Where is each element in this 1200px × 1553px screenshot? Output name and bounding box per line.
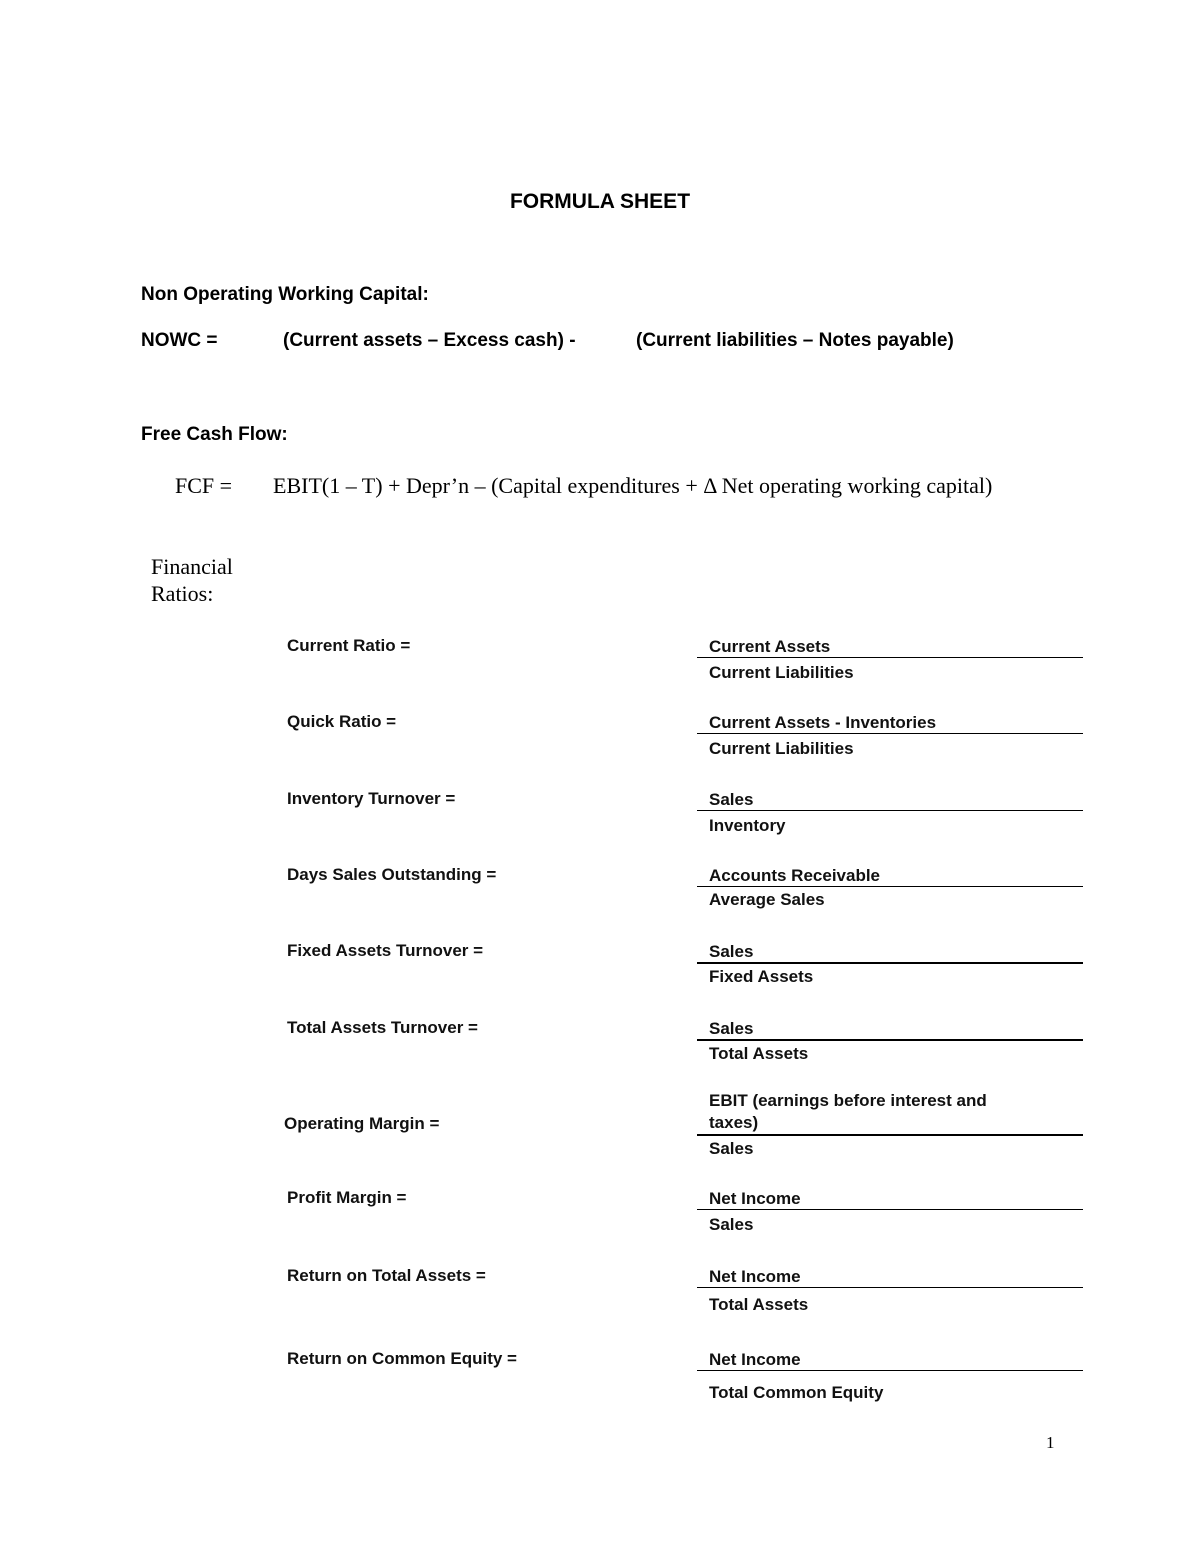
fcf-rhs: EBIT(1 – T) + Depr’n – (Capital expenditures + Δ Net operating working capital) (273, 473, 993, 498)
ratio-label-return-on-total-assets: Return on Total Assets = (287, 1266, 486, 1285)
ratio-numerator: Net Income (697, 1267, 1083, 1288)
ratio-numerator: Net Income (697, 1350, 1083, 1371)
ratio-numerator: Current Assets (697, 637, 1083, 658)
nowc-term-2: (Current liabilities – Notes payable) (636, 330, 954, 351)
ratios-heading-line-1: Financial (151, 554, 233, 579)
ratio-denominator: Average Sales (709, 890, 825, 909)
ratio-fraction-total-assets-turnover (697, 1019, 1083, 1064)
ratio-denominator: Fixed Assets (709, 967, 814, 986)
ratio-label-quick-ratio: Quick Ratio = (287, 712, 397, 731)
fraction-bar (697, 1134, 1083, 1136)
ratio-numerator: Sales (697, 1019, 1083, 1041)
ratio-fraction-return-on-common-equity (697, 1350, 1083, 1403)
ratio-numerator: Accounts Receivable (697, 866, 1083, 887)
fcf-lhs: FCF = (175, 473, 233, 498)
ratio-denominator: Sales (709, 1139, 754, 1158)
page-title: FORMULA SHEET (509, 190, 691, 213)
ratios-heading-line-2: Ratios: (151, 581, 214, 606)
ratio-fraction-fixed-assets-turnover (697, 942, 1083, 987)
ratio-label-total-assets-turnover: Total Assets Turnover = (287, 1018, 478, 1037)
ratio-fraction-quick-ratio (697, 713, 1083, 759)
ratio-label-profit-margin: Profit Margin = (287, 1188, 407, 1207)
fcf-heading: Free Cash Flow: (141, 424, 288, 445)
ratio-label-operating-margin: Operating Margin = (284, 1114, 440, 1133)
ratio-label-return-on-common-equity: Return on Common Equity = (287, 1349, 517, 1368)
ratio-denominator: Current Liabilities (709, 739, 854, 758)
ratio-fraction-inventory-turnover (697, 790, 1083, 836)
ratio-label-inventory-turnover: Inventory Turnover = (287, 789, 456, 808)
ratio-denominator: Total Assets (709, 1044, 809, 1063)
ratio-label-current-ratio: Current Ratio = (287, 636, 411, 655)
ratio-label-days-sales-outstanding: Days Sales Outstanding = (287, 865, 497, 884)
nowc-term-1: (Current assets – Excess cash) - (283, 330, 576, 351)
ratio-fraction-current-ratio (697, 637, 1083, 683)
ratio-label-fixed-assets-turnover: Fixed Assets Turnover = (287, 941, 484, 960)
ratio-denominator: Total Common Equity (709, 1383, 884, 1402)
ratio-fraction-return-on-total-assets (697, 1267, 1083, 1315)
ratio-numerator: Sales (697, 790, 1083, 811)
ratio-denominator: Current Liabilities (709, 663, 854, 682)
ratio-denominator: Sales (709, 1215, 754, 1234)
ratio-fraction-days-sales-outstanding (697, 866, 1083, 910)
ratio-denominator: Total Assets (709, 1295, 809, 1314)
ratio-numerator: Sales (697, 942, 1083, 964)
page-number: 1 (1046, 1433, 1055, 1452)
ratio-numerator: Current Assets - Inventories (697, 713, 1083, 734)
ratio-numerator: Net Income (697, 1189, 1083, 1210)
ratio-fraction-operating-margin (697, 1090, 1083, 1159)
ratio-numerator: EBIT (earnings before interest and taxes) (709, 1091, 987, 1132)
ratio-fraction-profit-margin (697, 1189, 1083, 1235)
ratio-denominator: Inventory (709, 816, 786, 835)
nowc-heading: Non Operating Working Capital: (141, 284, 429, 305)
nowc-lhs: NOWC = (141, 330, 218, 351)
